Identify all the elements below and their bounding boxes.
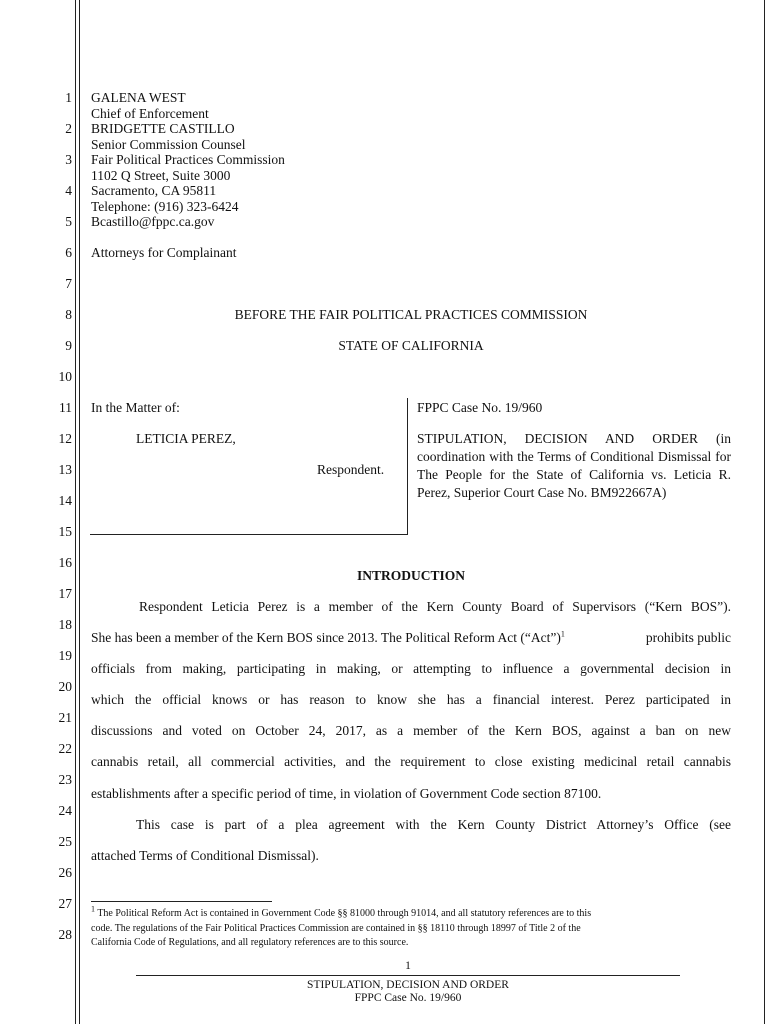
- case-number: FPPC Case No. 19/960: [417, 400, 543, 415]
- caption-vertical-rule: [407, 398, 408, 535]
- line-number: 3: [65, 152, 72, 167]
- line-number: 15: [58, 524, 72, 539]
- footnote-line: California Code of Regulations, and all regulatory references are to this source.: [91, 937, 409, 948]
- body-line: officials from making, participating in making, or attempting to influence a governmental decision in: [91, 661, 731, 676]
- line-number: 14: [58, 493, 72, 508]
- footer-case-number: FPPC Case No. 19/960: [354, 992, 462, 1004]
- line-number: 25: [58, 834, 72, 849]
- body-line: attached Terms of Conditional Dismissal).: [91, 848, 319, 863]
- line-number: 17: [58, 586, 72, 601]
- line-number: 10: [58, 369, 72, 384]
- line-number: 21: [58, 710, 72, 725]
- caption-bottom-rule: [90, 534, 408, 535]
- line-number: 19: [58, 648, 72, 663]
- line-number: 26: [58, 865, 72, 880]
- document-title: STIPULATION, DECISION AND ORDER (in coordination with the Terms of Conditional Dismissal for The People for the State of California vs. Leticia R. Perez, Superior Court Case No. BM922667A): [417, 431, 731, 500]
- line-number: 20: [58, 679, 72, 694]
- line-number: 22: [58, 741, 72, 756]
- line-number: 24: [58, 803, 72, 818]
- footer-title: STIPULATION, DECISION AND ORDER: [307, 979, 509, 991]
- attorneys-for: Attorneys for Complainant: [91, 245, 237, 260]
- footnote-separator: [91, 901, 272, 902]
- header-line: BRIDGETTE CASTILLO: [91, 121, 235, 136]
- line-number: 23: [58, 772, 72, 787]
- footnote-line: code. The regulations of the Fair Political Practices Commission are contained in §§ 18110 through 18997 of Title 2 of the: [91, 923, 581, 934]
- left-margin-rule-outer: [75, 0, 76, 1024]
- in-matter-of: In the Matter of:: [91, 400, 180, 415]
- body-line: Respondent Leticia Perez is a member of the Kern County Board of Supervisors (“Kern BOS”).: [139, 599, 731, 614]
- body-line: which the official knows or has reason to know she has a financial interest. Perez participated in: [91, 692, 731, 707]
- page-number: 1: [405, 960, 411, 972]
- footnote-reference: 1: [560, 629, 565, 639]
- footnote-marker: 1: [91, 904, 95, 914]
- court-title: BEFORE THE FAIR POLITICAL PRACTICES COMMISSION: [234, 307, 588, 322]
- header-line: 1102 Q Street, Suite 3000: [91, 167, 231, 183]
- party-name: LETICIA PEREZ,: [136, 431, 236, 446]
- line-number: 2: [65, 121, 72, 136]
- header-line: Chief of Enforcement: [91, 105, 209, 121]
- header-line: Fair Political Practices Commission: [91, 152, 285, 167]
- line-number: 28: [58, 927, 72, 942]
- line-number: 1: [65, 90, 72, 105]
- body-line-tail: prohibits public: [645, 630, 731, 645]
- line-number: 12: [58, 431, 72, 446]
- body-line: establishments after a specific period of time, in violation of Government Code section 87100.: [91, 786, 602, 801]
- section-heading: INTRODUCTION: [356, 568, 465, 583]
- line-number: 7: [65, 276, 72, 291]
- line-number: 11: [59, 400, 72, 415]
- right-margin-rule: [764, 0, 765, 1024]
- line-number: 4: [65, 183, 72, 198]
- header-line: Bcastillo@fppc.ca.gov: [91, 214, 215, 229]
- line-number: 16: [58, 555, 72, 570]
- footnote-line: $^1$ The Political Reform Act is contained in Government Code §§ 81000 through 91014, and all statutory references are to this: [91, 904, 592, 919]
- body-line: This case is part of a plea agreement with the Kern County District Attorney’s Office (see: [136, 817, 731, 832]
- body-line: [91, 630, 731, 646]
- line-number: 8: [65, 307, 72, 322]
- header-line: GALENA WEST: [91, 90, 186, 105]
- court-state: STATE OF CALIFORNIA: [338, 338, 484, 353]
- header-line: Telephone: (916) 323-6424: [91, 198, 239, 214]
- party-role: Respondent.: [317, 462, 385, 477]
- body-line: cannabis retail, all commercial activities, and the requirement to close existing medicinal retail cannabis: [91, 754, 731, 769]
- header-line: Sacramento, CA 95811: [91, 183, 217, 198]
- body-line-text: She has been a member of the Kern BOS since 2013. The Political Reform Act (“Act”)$^1$: [91, 629, 565, 645]
- line-number: 13: [58, 462, 72, 477]
- line-number: 18: [58, 617, 72, 632]
- footer-rule: [136, 975, 680, 976]
- line-number: 9: [65, 338, 72, 353]
- line-number: 6: [65, 245, 72, 260]
- header-line: Senior Commission Counsel: [91, 136, 246, 152]
- left-margin-rule-inner: [79, 0, 80, 1024]
- line-number: 27: [58, 896, 72, 911]
- body-line: discussions and voted on October 24, 2017, as a member of the Kern BOS, against a ban on new: [91, 723, 731, 738]
- line-number: 5: [65, 214, 72, 229]
